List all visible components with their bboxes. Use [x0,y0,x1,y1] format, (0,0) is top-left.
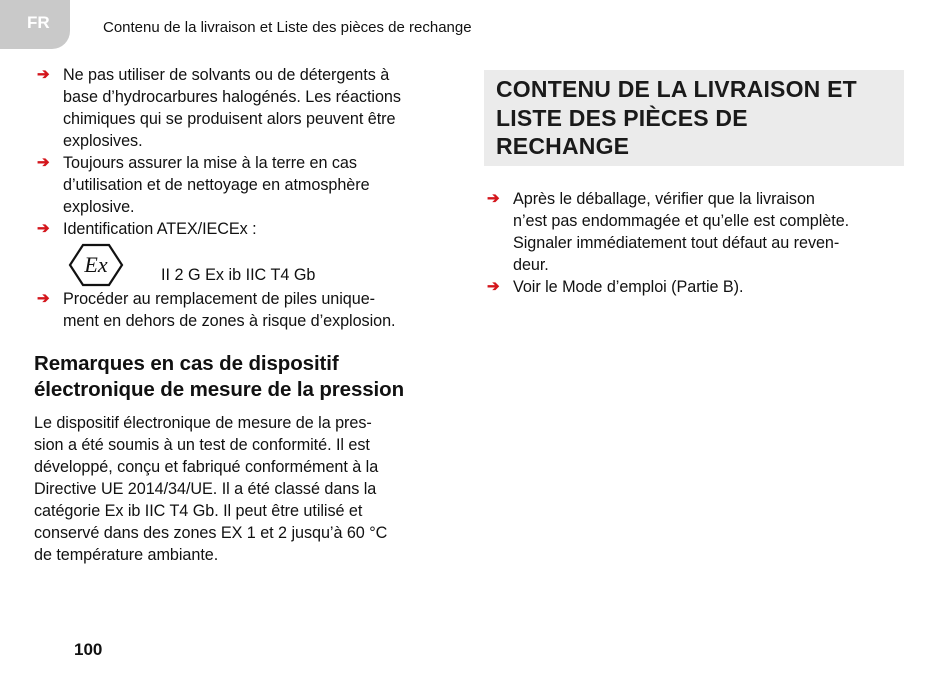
text-line: Toujours assurer la mise à la terre en cas [63,154,357,172]
text-line: électronique de mesure de la pression [34,378,404,401]
text-line: RECHANGE [496,133,630,159]
text-line: base d’hydrocarbures halogénés. Les réactions [63,88,401,106]
bullet-text [63,152,454,218]
bullet-item [484,276,908,298]
arrow-right-icon: ➔ [37,290,50,307]
text-line: explosive. [63,198,135,216]
text-line: Ne pas utiliser de solvants ou de détergents à [63,66,390,84]
subheading [34,351,454,403]
bullet-text [513,188,908,276]
bullet-list [34,64,454,240]
text-line: LISTE DES PIÈCES DE [496,104,748,131]
text-line: catégorie Ex ib IIC T4 Gb. Il peut être utilisé et [34,502,363,520]
body-paragraph [34,412,454,566]
text-line: Signaler immédiatement tout défaut au reven- [513,234,840,252]
page-number: 100 [74,640,103,659]
text-line: conservé dans des zones EX 1 et 2 jusqu’à 60 °C [34,524,388,542]
left-column [34,64,454,566]
language-code: FR [27,12,50,32]
text-line: de température ambiante. [34,546,219,564]
text-line: développé, conçu et fabriqué conformément à la [34,458,379,476]
bullet-item [34,152,454,218]
text-line: Directive UE 2014/34/UE. Il a été classé dans la [34,480,377,498]
bullet-list [34,288,454,332]
section-title [496,75,892,161]
text-line: Remarques en cas de dispositif [34,352,339,375]
running-header: Contenu de la livraison et Liste des pièces de rechange [103,19,472,36]
arrow-right-icon: ➔ [37,220,50,237]
text-line: deur. [513,256,549,274]
atex-marking [67,242,454,288]
text-line: Identification ATEX/IECEx : [63,220,257,238]
text-line: chimiques qui se produisent alors peuvent être [63,110,396,128]
arrow-right-icon: ➔ [37,154,50,171]
text-line: d’utilisation et de nettoyage en atmosphère [63,176,370,194]
bullet-item [34,288,454,332]
ex-hexagon-icon [67,242,125,288]
bullet-list [484,188,908,298]
bullet-item [484,188,908,276]
right-column [484,70,908,298]
bullet-item [34,64,454,152]
language-tab [0,0,70,49]
text-line: ment en dehors de zones à risque d’explosion. [63,312,396,330]
bullet-text [513,276,908,298]
arrow-right-icon: ➔ [487,190,500,207]
atex-marking-text: II 2 G Ex ib IIC T4 Gb [161,266,316,284]
text-line: Le dispositif électronique de mesure de la pres- [34,414,372,432]
text-line: Après le déballage, vérifier que la livraison [513,190,815,208]
ex-symbol-text: Ex [84,252,108,277]
text-line: Procéder au remplacement de piles unique- [63,290,375,308]
text-line: sion a été soumis à un test de conformité. Il est [34,436,370,454]
arrow-right-icon: ➔ [37,66,50,83]
bullet-text [63,64,454,152]
bullet-text [63,218,454,240]
text-line: n’est pas endommagée et qu’elle est complète. [513,212,850,230]
text-line: Voir le Mode d’emploi (Partie B). [513,278,744,296]
section-heading-box [484,70,904,166]
arrow-right-icon: ➔ [487,278,500,295]
text-line: CONTENU DE LA LIVRAISON ET [496,76,857,102]
bullet-text [63,288,454,332]
text-line: explosives. [63,132,143,150]
bullet-item [34,218,454,240]
